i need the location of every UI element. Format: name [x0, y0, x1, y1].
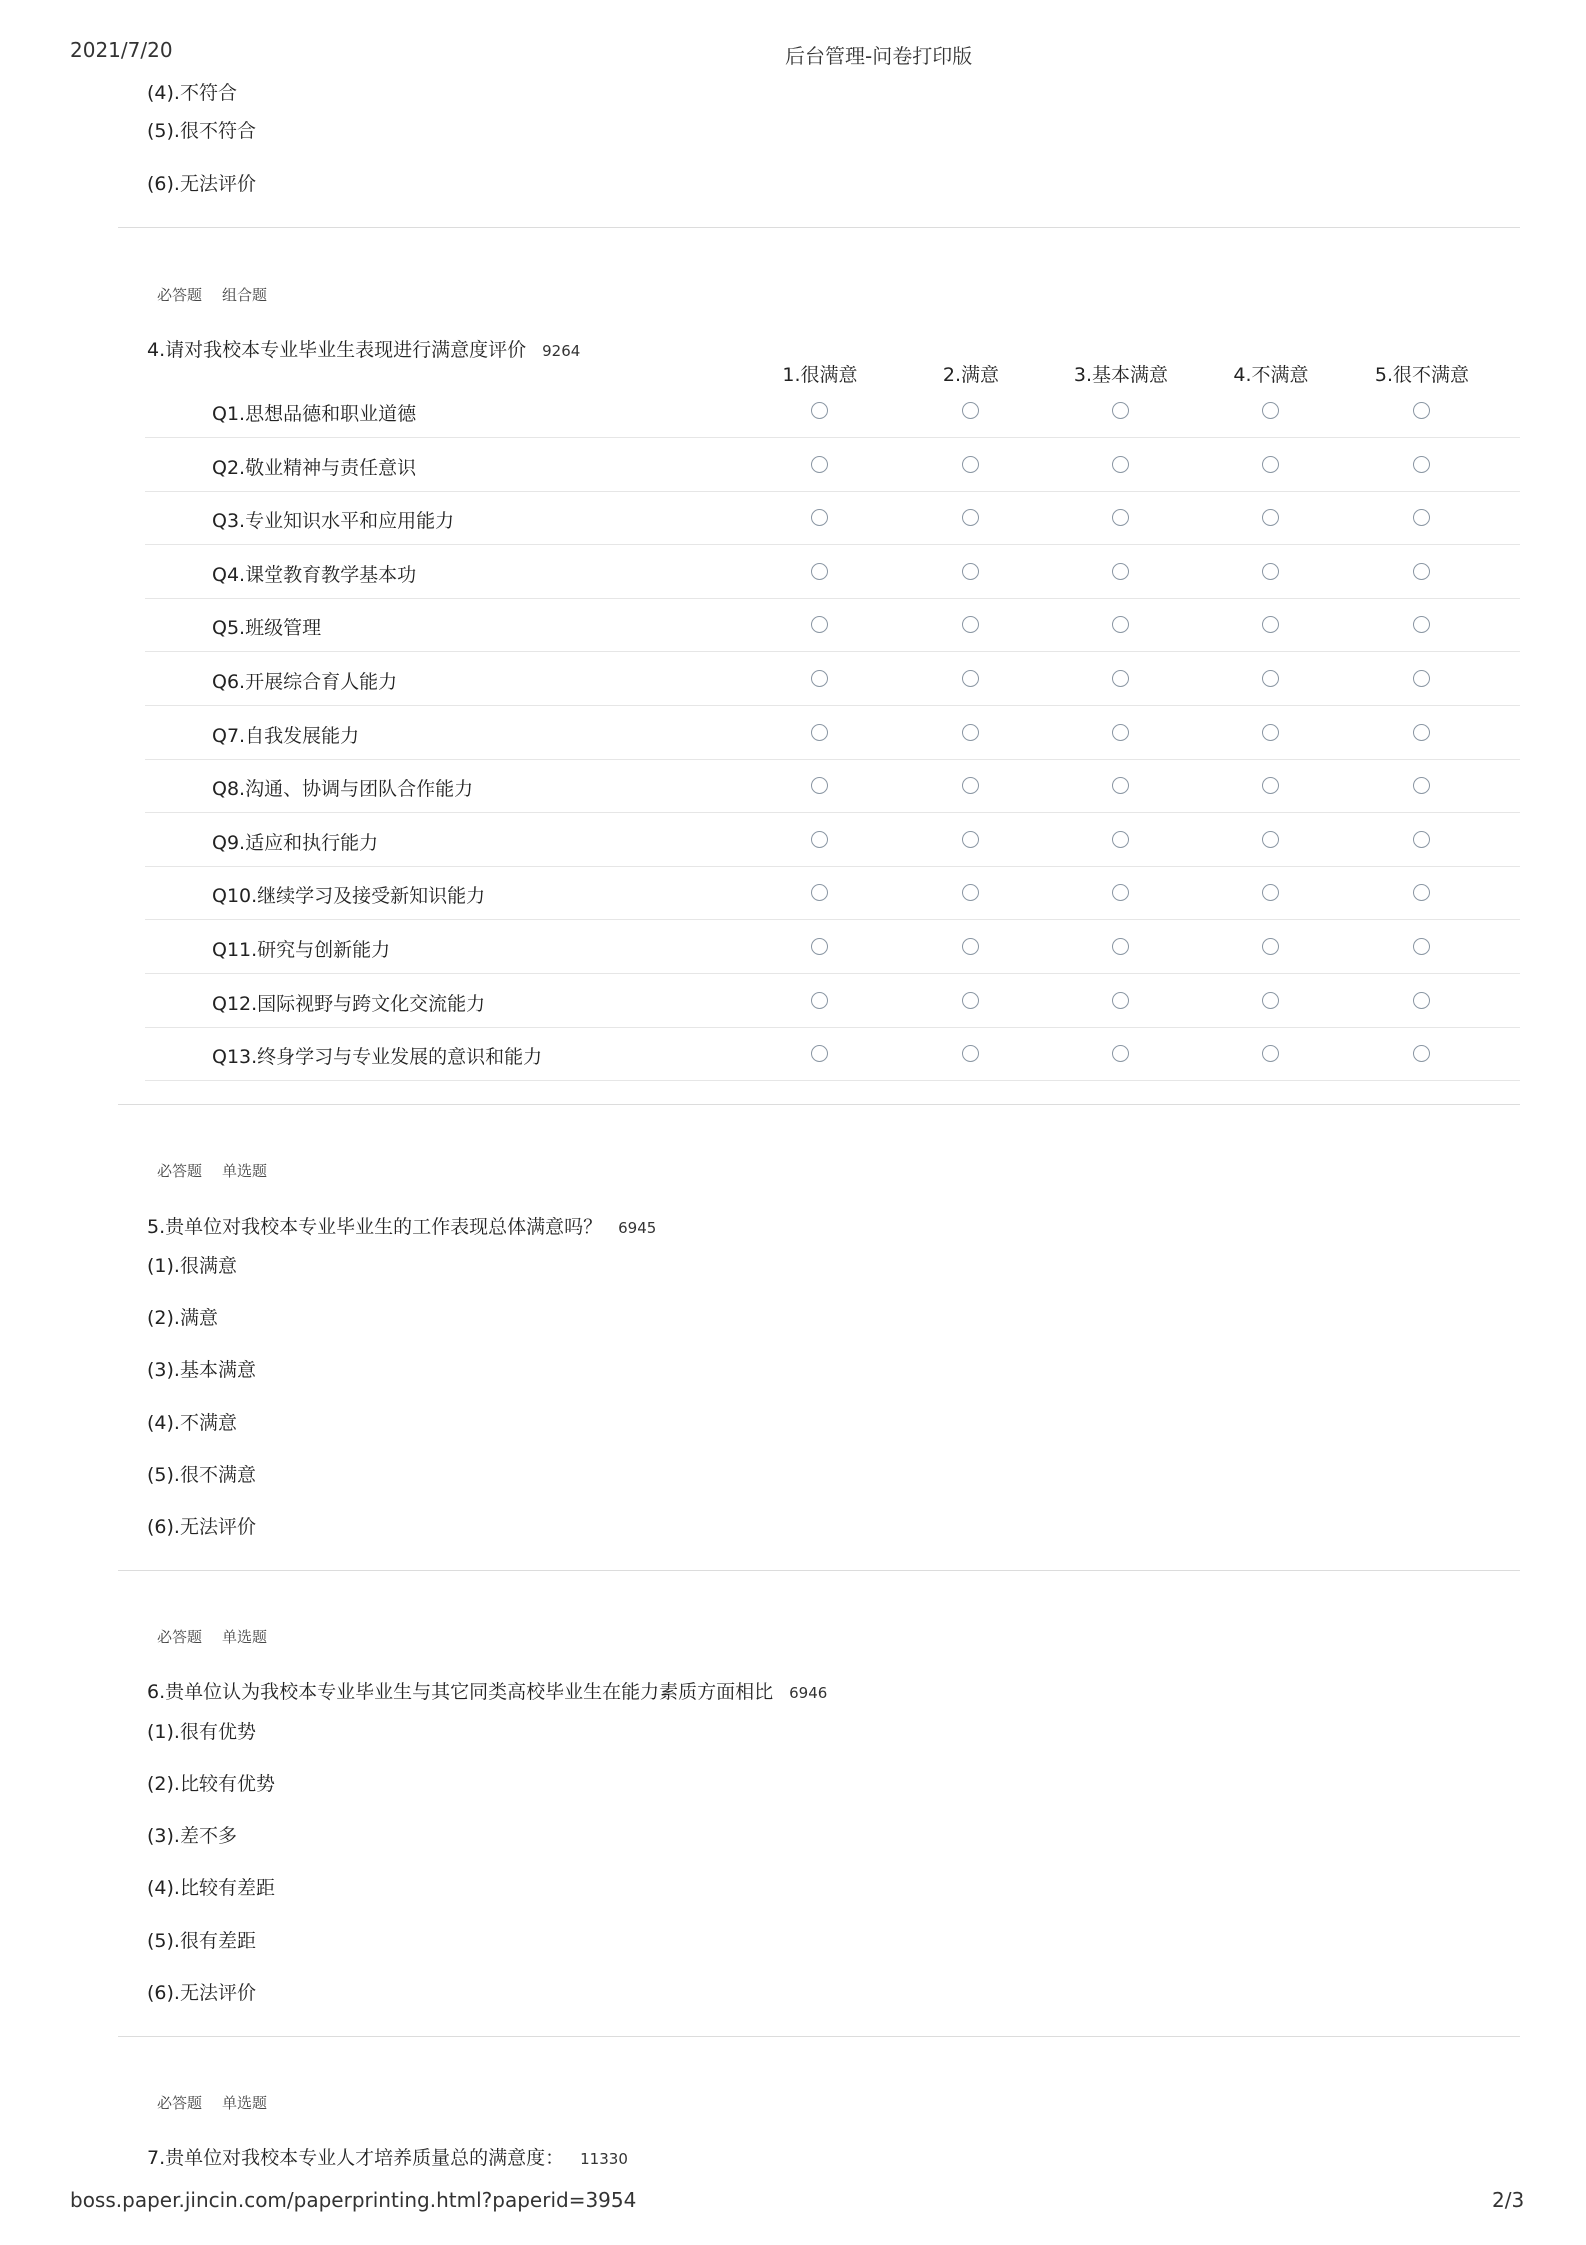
- required-tag: 必答题: [157, 1162, 203, 1180]
- question-divider: [118, 2036, 1520, 2037]
- matrix-radio-button[interactable]: [1413, 777, 1430, 794]
- matrix-radio-button[interactable]: [1262, 616, 1279, 633]
- q6-option-3[interactable]: (3).差不多: [147, 1825, 237, 1847]
- question-title: [147, 2143, 628, 2170]
- matrix-radio-button[interactable]: [1112, 1045, 1129, 1062]
- q5-option-1[interactable]: (1).很满意: [147, 1255, 237, 1277]
- question-title-text: 7.贵单位对我校本专业人才培养质量总的满意度：: [147, 2147, 565, 2169]
- page-number: 2/3: [1492, 2188, 1525, 2212]
- question-title: [147, 335, 580, 362]
- matrix-row-divider: [145, 1080, 1520, 1081]
- matrix-radio-button[interactable]: [962, 670, 979, 687]
- matrix-row-label: Q7.自我发展能力: [212, 724, 360, 747]
- matrix-radio-button[interactable]: [1112, 616, 1129, 633]
- matrix-radio-button[interactable]: [811, 1045, 828, 1062]
- matrix-radio-button[interactable]: [1262, 831, 1279, 848]
- page-url: boss.paper.jincin.com/paperprinting.html?paperid=3954: [70, 2188, 637, 2212]
- matrix-radio-button[interactable]: [1112, 509, 1129, 526]
- matrix-radio-button[interactable]: [811, 992, 828, 1009]
- matrix-radio-button[interactable]: [962, 884, 979, 901]
- question-type-tag: 单选题: [222, 1628, 268, 1646]
- matrix-radio-button[interactable]: [1413, 884, 1430, 901]
- question-id: 9264: [542, 342, 581, 360]
- matrix-radio-button[interactable]: [962, 456, 979, 473]
- matrix-radio-button[interactable]: [1112, 884, 1129, 901]
- matrix-row-divider: [145, 651, 1520, 652]
- matrix-radio-button[interactable]: [1112, 724, 1129, 741]
- matrix-radio-button[interactable]: [811, 509, 828, 526]
- matrix-radio-button[interactable]: [1413, 724, 1430, 741]
- matrix-radio-button[interactable]: [811, 777, 828, 794]
- matrix-row-divider: [145, 866, 1520, 867]
- matrix-row-label: Q6.开展综合育人能力: [212, 671, 398, 693]
- q5-option-3[interactable]: (3).基本满意: [147, 1359, 256, 1381]
- matrix-radio-button[interactable]: [811, 831, 828, 848]
- question-id: 11330: [580, 2150, 628, 2168]
- q5-option-2[interactable]: (2).满意: [147, 1307, 218, 1329]
- matrix-radio-button[interactable]: [811, 724, 828, 741]
- matrix-radio-button[interactable]: [1413, 402, 1430, 419]
- matrix-radio-button[interactable]: [1262, 509, 1279, 526]
- q5-option-4[interactable]: (4).不满意: [147, 1412, 237, 1434]
- matrix-radio-button[interactable]: [1413, 831, 1430, 848]
- matrix-row-divider: [145, 919, 1520, 920]
- question-title-text: 4.请对我校本专业毕业生表现进行满意度评价: [147, 339, 527, 361]
- matrix-radio-button[interactable]: [1413, 509, 1430, 526]
- q6-option-1[interactable]: (1).很有优势: [147, 1721, 256, 1743]
- matrix-row-label: Q12.国际视野与跨文化交流能力: [212, 992, 486, 1015]
- matrix-row-label: Q4.课堂教育教学基本功: [212, 563, 417, 586]
- q5-option-6[interactable]: (6).无法评价: [147, 1516, 256, 1538]
- matrix-radio-button[interactable]: [1262, 777, 1279, 794]
- matrix-row-divider: [145, 437, 1520, 438]
- matrix-radio-button[interactable]: [1413, 1045, 1430, 1062]
- required-tag: 必答题: [157, 2094, 203, 2112]
- matrix-radio-button[interactable]: [962, 563, 979, 580]
- question-title: [147, 1212, 656, 1239]
- q5-option-5[interactable]: (5).很不满意: [147, 1464, 256, 1486]
- matrix-radio-button[interactable]: [811, 616, 828, 633]
- matrix-radio-button[interactable]: [1262, 670, 1279, 687]
- matrix-column-header: 1.很满意: [782, 364, 858, 386]
- matrix-radio-button[interactable]: [811, 456, 828, 473]
- matrix-row-divider: [145, 491, 1520, 492]
- matrix-radio-button[interactable]: [1262, 992, 1279, 1009]
- question-type-tag: 单选题: [222, 1162, 268, 1180]
- matrix-radio-button[interactable]: [1262, 938, 1279, 955]
- matrix-column-header: 5.很不满意: [1374, 364, 1470, 386]
- matrix-row-label: Q2.敬业精神与责任意识: [212, 456, 417, 479]
- matrix-radio-button[interactable]: [1262, 563, 1279, 580]
- matrix-radio-button[interactable]: [962, 402, 979, 419]
- matrix-radio-button[interactable]: [1413, 992, 1430, 1009]
- required-tag: 必答题: [157, 1628, 203, 1646]
- matrix-row-divider: [145, 973, 1520, 974]
- matrix-row-label: Q10.继续学习及接受新知识能力: [212, 885, 486, 908]
- matrix-row-divider: [145, 1027, 1520, 1028]
- matrix-radio-button[interactable]: [811, 938, 828, 955]
- question-divider: [118, 1570, 1520, 1571]
- matrix-row-label: Q8.沟通、协调与团队合作能力: [212, 778, 474, 801]
- matrix-row-divider: [145, 598, 1520, 599]
- matrix-radio-button[interactable]: [1413, 456, 1430, 473]
- question-title-text: 5.贵单位对我校本专业毕业生的工作表现总体满意吗？: [147, 1216, 603, 1238]
- matrix-radio-button[interactable]: [1413, 563, 1430, 580]
- matrix-radio-button[interactable]: [1112, 992, 1129, 1009]
- matrix-row-label: Q13.终身学习与专业发展的意识和能力: [212, 1046, 543, 1069]
- matrix-radio-button[interactable]: [1112, 831, 1129, 848]
- matrix-radio-button[interactable]: [962, 724, 979, 741]
- matrix-column-header: 3.基本满意: [1073, 364, 1169, 386]
- question-type-tag: 单选题: [222, 2094, 268, 2112]
- matrix-row-label: Q9.适应和执行能力: [212, 831, 379, 854]
- q6-option-2[interactable]: (2).比较有优势: [147, 1773, 275, 1795]
- matrix-radio-button[interactable]: [1262, 402, 1279, 419]
- matrix-radio-button[interactable]: [962, 831, 979, 848]
- q3-option-5: (5).很不符合: [147, 120, 256, 142]
- matrix-row-divider: [145, 759, 1520, 760]
- question-title-text: 6.贵单位认为我校本专业毕业生与其它同类高校毕业生在能力素质方面相比: [147, 1681, 774, 1703]
- q6-option-4[interactable]: (4).比较有差距: [147, 1877, 275, 1899]
- question-id: 6946: [789, 1684, 828, 1702]
- question-id: 6945: [618, 1219, 657, 1237]
- q3-option-6: (6).无法评价: [147, 173, 256, 195]
- matrix-radio-button[interactable]: [1413, 616, 1430, 633]
- matrix-radio-button[interactable]: [811, 563, 828, 580]
- question-title: [147, 1677, 827, 1704]
- print-date: 2021/7/20: [70, 38, 173, 62]
- matrix-radio-button[interactable]: [1262, 1045, 1279, 1062]
- matrix-radio-button[interactable]: [962, 509, 979, 526]
- matrix-radio-button[interactable]: [1112, 402, 1129, 419]
- matrix-radio-button[interactable]: [1262, 724, 1279, 741]
- matrix-radio-button[interactable]: [1112, 563, 1129, 580]
- matrix-radio-button[interactable]: [1413, 938, 1430, 955]
- question-type-tag: 组合题: [222, 286, 268, 304]
- question-divider: [118, 227, 1520, 228]
- matrix-radio-button[interactable]: [1112, 777, 1129, 794]
- matrix-radio-button[interactable]: [1112, 938, 1129, 955]
- matrix-radio-button[interactable]: [962, 777, 979, 794]
- matrix-radio-button[interactable]: [1112, 456, 1129, 473]
- required-tag: 必答题: [157, 286, 203, 304]
- matrix-radio-button[interactable]: [1262, 884, 1279, 901]
- matrix-radio-button[interactable]: [1262, 456, 1279, 473]
- matrix-radio-button[interactable]: [962, 1045, 979, 1062]
- matrix-column-header: 4.不满意: [1233, 364, 1309, 386]
- matrix-row-divider: [145, 544, 1520, 545]
- matrix-radio-button[interactable]: [811, 402, 828, 419]
- matrix-row-label: Q5.班级管理: [212, 617, 322, 640]
- question-divider: [118, 1104, 1520, 1105]
- matrix-radio-button[interactable]: [811, 670, 828, 687]
- q6-option-5[interactable]: (5).很有差距: [147, 1930, 256, 1952]
- matrix-radio-button[interactable]: [962, 938, 979, 955]
- matrix-radio-button[interactable]: [811, 884, 828, 901]
- matrix-row-divider: [145, 812, 1520, 813]
- matrix-column-header: 2.满意: [942, 364, 1000, 386]
- page-title: 后台管理-问卷打印版: [785, 44, 973, 68]
- matrix-row-label: Q1.思想品德和职业道德: [212, 403, 417, 425]
- matrix-row-divider: [145, 705, 1520, 706]
- q6-option-6[interactable]: (6).无法评价: [147, 1982, 256, 2004]
- matrix-row-label: Q3.专业知识水平和应用能力: [212, 510, 455, 533]
- matrix-radio-button[interactable]: [962, 616, 979, 633]
- q3-option-4: (4).不符合: [147, 82, 237, 104]
- matrix-radio-button[interactable]: [962, 992, 979, 1009]
- matrix-radio-button[interactable]: [1112, 670, 1129, 687]
- matrix-radio-button[interactable]: [1413, 670, 1430, 687]
- matrix-row-label: Q11.研究与创新能力: [212, 939, 391, 961]
